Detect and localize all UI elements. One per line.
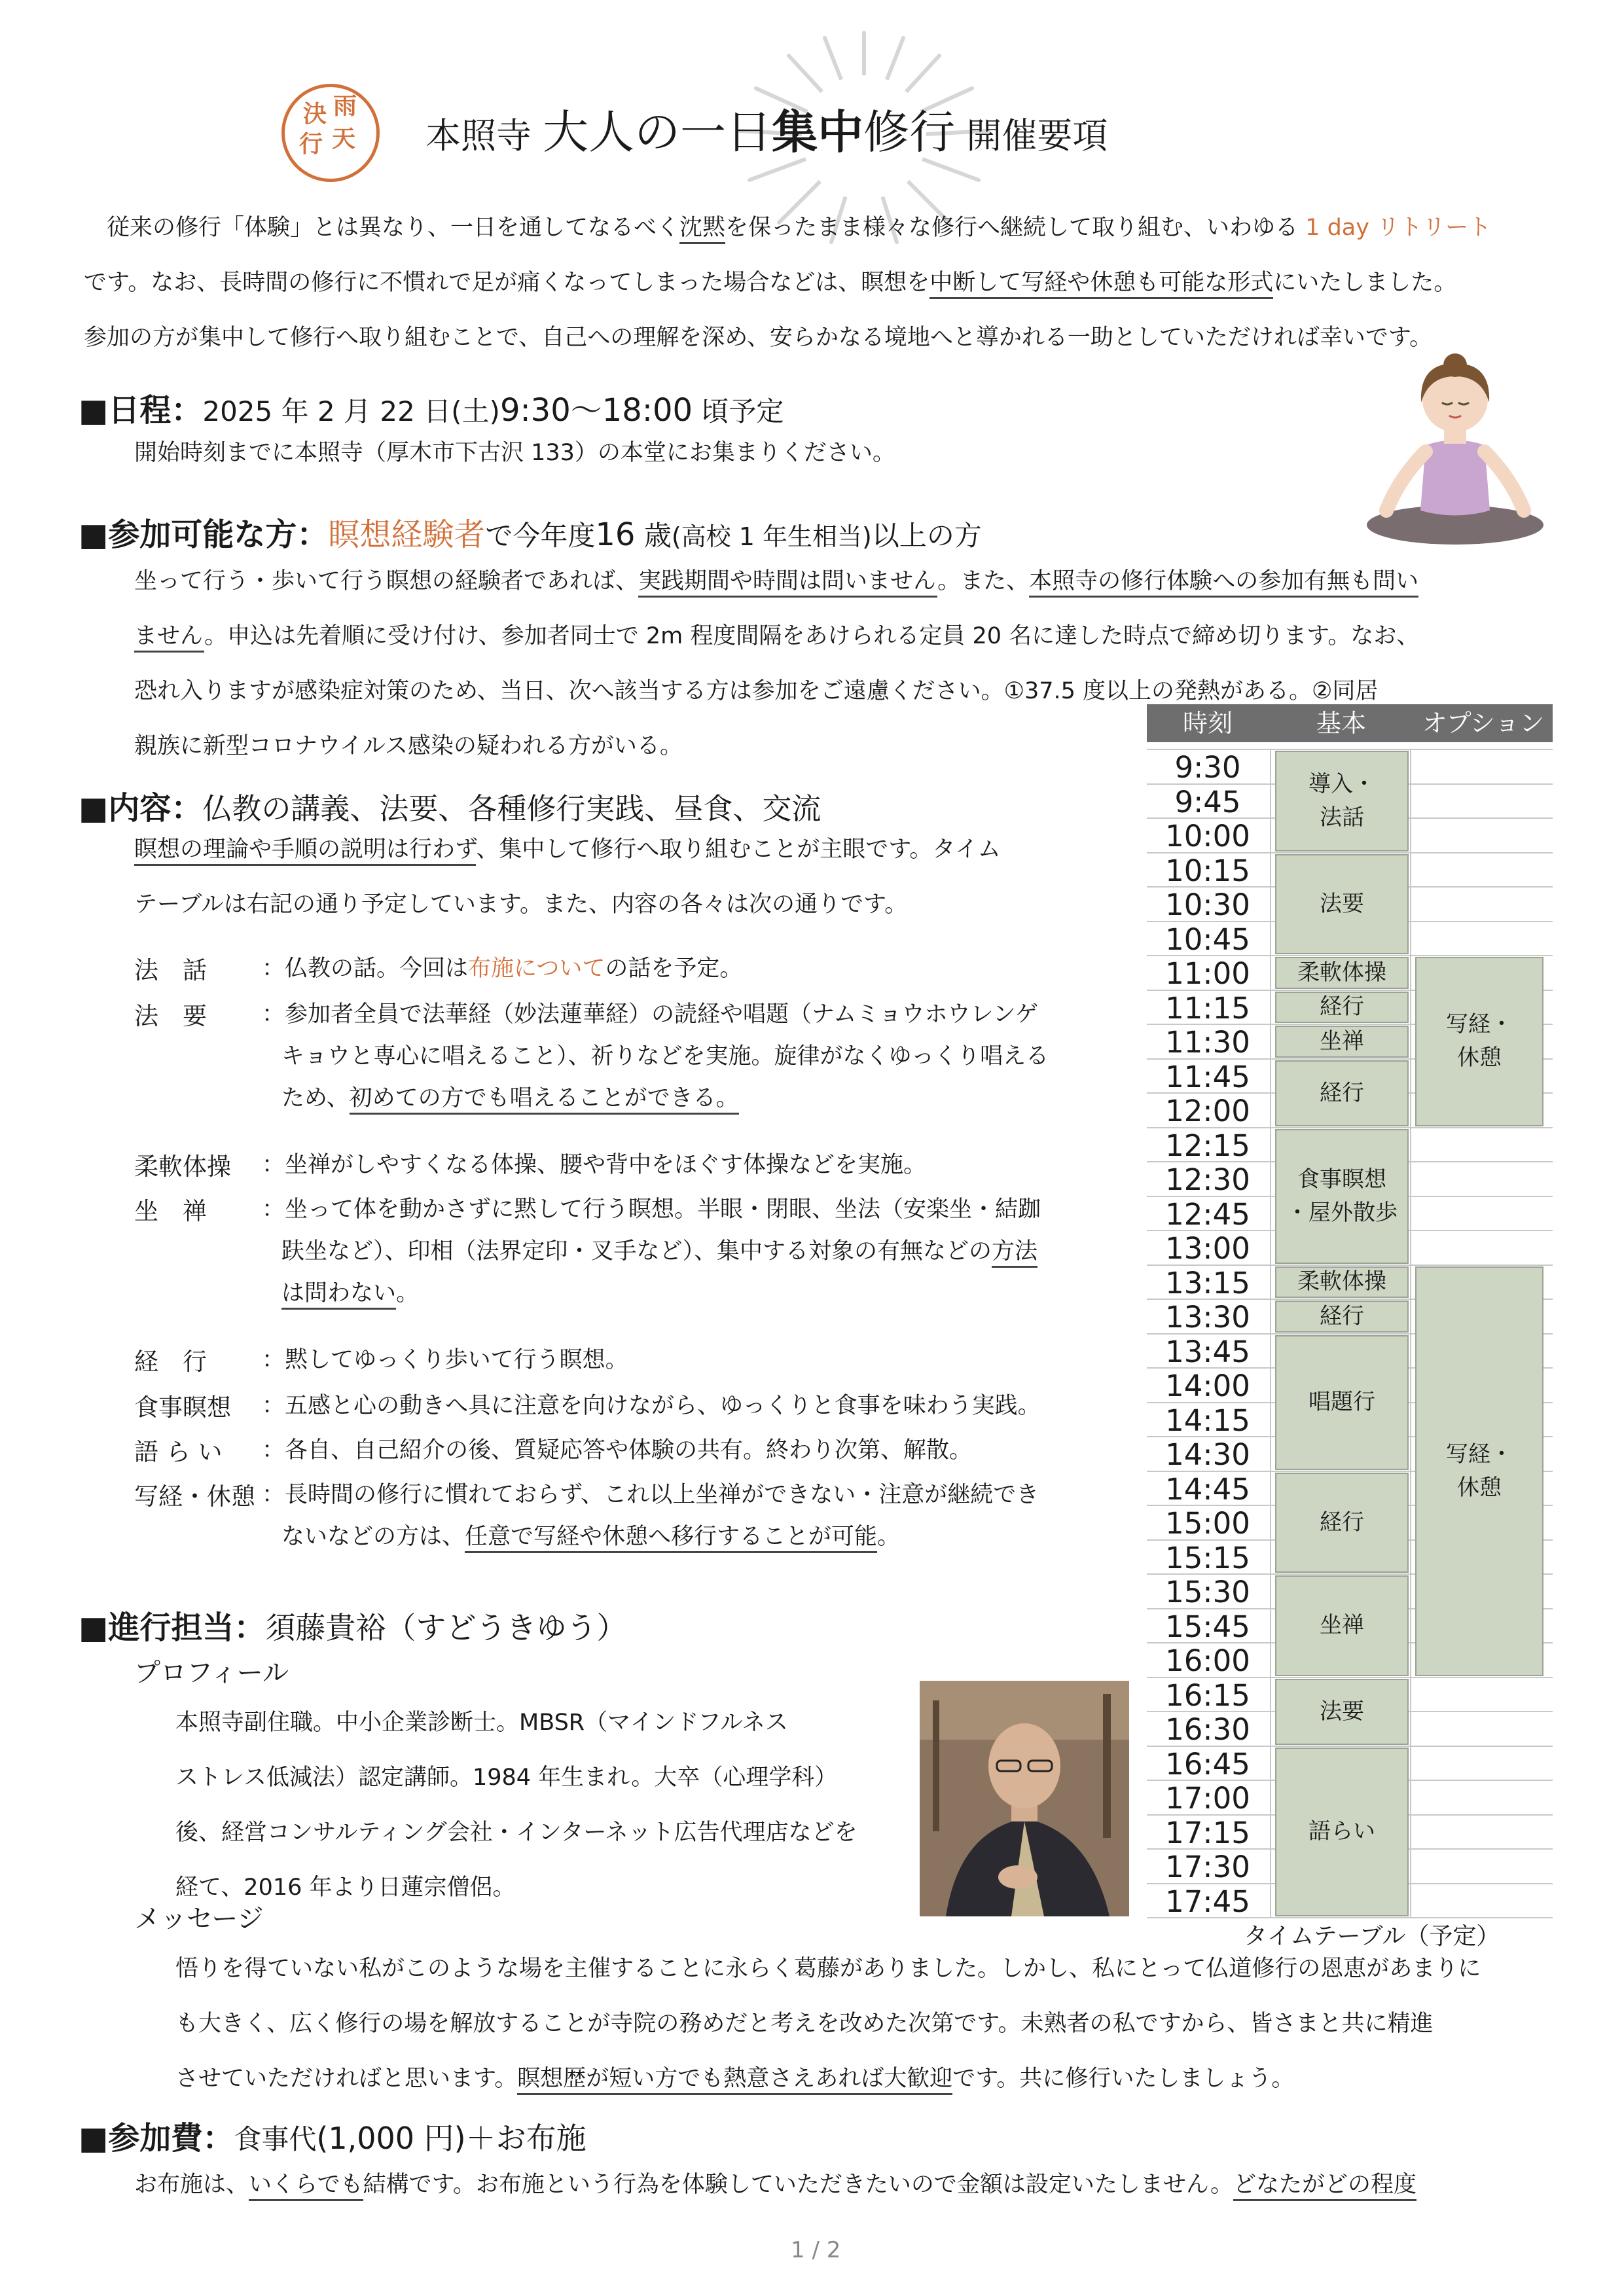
timetable-block-basic: 坐禅 [1275, 1575, 1409, 1676]
item-text-kinhin: ：黙してゆっくり歩いて行う瞑想。 [262, 1347, 628, 1373]
timetable-time: 11:00 [1165, 956, 1250, 991]
timetable-header-option: オプション [1422, 709, 1545, 738]
title-main-bold: 集中 [772, 105, 864, 159]
text: は問わない [281, 1280, 396, 1310]
timetable-time: 17:45 [1165, 1884, 1250, 1919]
timetable-header-basic: 基本 [1316, 709, 1366, 738]
timetable-time: 16:45 [1165, 1746, 1250, 1782]
timetable-time: 12:45 [1165, 1196, 1250, 1232]
leader-name: 須藤貴裕（すどうきゆう） [265, 1610, 627, 1645]
stamp-char: 行 [299, 131, 323, 158]
timetable-time: 17:00 [1165, 1781, 1250, 1816]
timetable-block-basic: 柔軟体操 [1275, 957, 1409, 989]
text: (高校 1 年生相当) [671, 522, 872, 551]
text: です。なお、長時間の修行に不慣れで足が痛くなってしまった場合などは、瞑想を [84, 270, 930, 296]
text: 恐れ入りますが感染症対策のため、当日、次へ該当する方は参加をご遠慮ください。①37.5 度以上の発熱がある。②同居 [134, 678, 1379, 704]
timetable-time: 15:30 [1165, 1575, 1250, 1609]
text: 結構です。お布施という行為を体験していただきたいので金額は設定いたしません。 [363, 2172, 1233, 2198]
leader-heading [79, 1602, 626, 1647]
stamp-char: 決 [303, 101, 327, 128]
timetable-time: 11:45 [1165, 1059, 1250, 1094]
text: です。共に修行いたしましょう。 [952, 2066, 1295, 2092]
text: どなたがどの程度 [1233, 2172, 1416, 2201]
timetable-time: 10:30 [1165, 888, 1250, 922]
text: 沈黙 [679, 215, 725, 244]
timetable-caption: タイムテーブル（予定） [1244, 1923, 1500, 1950]
text: 仏教の講義、法要、各種修行実践、昼食、交流 [202, 791, 821, 826]
text: 趺坐など）、印相（法界定印・叉手など）、集中する対象の有無などの [281, 1238, 992, 1265]
text: 悟りを得ていない私がこのような場を主催することに永らく葛藤がありました。しかし、私にとって仏道修行の恩恵があまりに [175, 1956, 1481, 1982]
timetable-time: 13:15 [1165, 1265, 1250, 1300]
fee-amount: (1,000 円)＋お布施 [316, 2121, 586, 2156]
text: の話を予定。 [605, 956, 743, 982]
meditating-person-illustration [1360, 353, 1550, 550]
heading-label: ■参加可能な方： [79, 516, 329, 553]
timetable-block-basic: 経行 [1275, 1300, 1409, 1333]
timetable-time: 16:30 [1165, 1712, 1250, 1747]
text: を保ったまま様々な修行へ継続して取り組む、いわゆる [725, 215, 1299, 241]
heading-label: ■日程： [79, 392, 203, 429]
timetable-block-basic: 坐禅 [1275, 1026, 1409, 1058]
timetable-block-basic: 語らい [1275, 1748, 1409, 1917]
text: 本照寺副住職。中小企業診断士。MBSR（マインドフルネス [175, 1710, 788, 1736]
timetable-time: 16:00 [1165, 1643, 1250, 1678]
item-label-talk: 語 ら い [134, 1438, 223, 1466]
schedule-note: 頃予定 [693, 395, 784, 427]
text: 後、経営コンサルティング会社・インターネット広告代理店などを [175, 1820, 857, 1846]
text: も大きく、広く修行の場を解放することが寺院の務めだと考えを改めた次第です。未熟者の私ですから、皆さまと共に精進 [175, 2011, 1434, 2037]
text: 任意で写経や休憩へ移行することが可能 [465, 1524, 877, 1553]
timetable-block-basic: 経行 [1275, 1060, 1409, 1126]
intro-paragraph [84, 200, 1576, 365]
text: ないなどの方は、 [281, 1524, 465, 1550]
schedule-body: 開始時刻までに本照寺（厚木市下古沢 133）の本堂にお集まりください。 [134, 440, 895, 466]
text: 参加の方が集中して修行へ取り組むことで、自己への理解を深め、安らかなる境地へと導かれる一助としていただければ幸いです。 [84, 325, 1433, 351]
item-text-junan: ：坐禅がしやすくなる体操、腰や背中をほぐす体操などを実施。 [262, 1152, 927, 1178]
text: 以上の方 [871, 520, 982, 552]
item-text-hoyo [262, 994, 1119, 1119]
timetable-header [1147, 704, 1553, 742]
profile-label: プロフィール [134, 1658, 289, 1688]
text: 1 day リトリート [1298, 215, 1492, 241]
text: ：長時間の修行に慣れておらず、これ以上坐禅ができない・注意が継続でき [262, 1482, 1039, 1508]
timetable-time: 12:30 [1165, 1162, 1250, 1197]
item-text-meal: ：五感と心の動きへ具に注意を向けながら、ゆっくりと食事を味わう実践。 [262, 1393, 1041, 1419]
text: にいたしました。 [1273, 270, 1457, 296]
timetable-time: 13:30 [1165, 1300, 1250, 1335]
timetable-block-basic: 法要 [1275, 854, 1409, 955]
timetable-header-time: 時刻 [1182, 709, 1233, 738]
item-label-junan: 柔軟体操 [134, 1153, 231, 1181]
heading-label: ■内容： [79, 790, 203, 827]
text: 、集中して修行へ取り組むことが主眼です。タイム [476, 836, 1001, 863]
text: 瞑想の理論や手順の説明は行わず [134, 836, 476, 866]
text: ：参加者全員で法華経（妙法蓮華経）の読経や唱題（ナムミョウホウレンゲ [262, 1001, 1038, 1028]
title-temple: 本照寺 [425, 115, 543, 156]
text: ：仏教の話。今回は [262, 956, 469, 982]
text: 従来の修行「体験」とは異なり、一日を通してなるべく [84, 215, 680, 241]
item-label-meal: 食事瞑想 [134, 1393, 231, 1422]
leader-photo [920, 1681, 1129, 1916]
heading-label: ■進行担当： [79, 1609, 266, 1646]
item-label-howa: 法 話 [134, 956, 207, 984]
item-text-zazen [262, 1189, 1119, 1314]
stamp-char: 天 [332, 126, 356, 152]
timetable-time: 9:45 [1174, 784, 1241, 819]
timetable-time: 15:15 [1165, 1540, 1250, 1575]
timetable-time: 10:45 [1165, 922, 1250, 957]
timetable-block-basic: 経行 [1275, 1473, 1409, 1573]
content-heading [79, 783, 821, 828]
timetable-time: 11:15 [1165, 990, 1250, 1026]
timetable-time: 17:15 [1165, 1815, 1250, 1850]
timetable-divider [1410, 749, 1411, 1917]
timetable-divider [1270, 749, 1271, 1917]
text: 実践期間や時間は問いません [638, 568, 937, 598]
text: で今年度 [485, 520, 596, 552]
text: 経て、2016 年より日蓮宗僧侶。 [175, 1874, 516, 1901]
text: 食事代 [234, 2123, 317, 2155]
timetable-block-basic: 食事瞑想 ・屋外散歩 [1275, 1129, 1409, 1264]
schedule-heading [79, 385, 784, 430]
message-label: メッセージ [134, 1904, 264, 1934]
rain-or-shine-stamp [281, 84, 380, 182]
profile-text [175, 1695, 909, 1915]
timetable-time: 10:00 [1165, 819, 1250, 853]
schedule-day: (土) [451, 395, 500, 427]
eligibility-highlight: 瞑想経験者 [328, 516, 486, 553]
title-suffix: 開催要項 [955, 115, 1108, 156]
message-text [175, 1941, 1583, 2106]
timetable-time: 12:00 [1165, 1094, 1250, 1128]
timetable-time: 13:45 [1165, 1334, 1250, 1369]
timetable-block-option: 写経・ 休憩 [1415, 1266, 1543, 1676]
fee-body [134, 2157, 1416, 2212]
text: 中断して写経や休憩も可能な形式 [929, 270, 1273, 299]
timetable-block-option: 写経・ 休憩 [1415, 957, 1543, 1126]
title-main: 大人の一日 [543, 105, 772, 159]
item-label-kinhin: 経 行 [134, 1348, 207, 1376]
text: 初めての方でも唱えることができる。 [350, 1085, 739, 1115]
timetable-time: 9:30 [1174, 750, 1241, 785]
content-intro [134, 822, 1123, 932]
eligibility-heading [79, 509, 982, 554]
timetable-time: 16:15 [1165, 1677, 1250, 1713]
item-label-shakyo: 写経・休憩 [134, 1482, 255, 1511]
timetable-time: 10:15 [1165, 853, 1250, 888]
page-number: 1 / 2 [791, 2237, 841, 2263]
text: ストレス低減法）認定講師。1984 年生まれ。大卒（心理学科） [175, 1765, 838, 1791]
timetable-time: 14:45 [1165, 1471, 1250, 1507]
text: 歳 [635, 520, 672, 552]
timetable-time: 14:15 [1165, 1403, 1250, 1438]
text: 瞑想歴が短い方でも熱意さえあれば大歓迎 [517, 2066, 952, 2095]
text: 。 [877, 1524, 901, 1550]
text: ：坐って体を動かさずに黙して行う瞑想。半眼・閉眼、坐法（安楽坐・結跏 [262, 1196, 1041, 1223]
item-text-talk: ：各自、自己紹介の後、質疑応答や体験の共有。終わり次第、解散。 [262, 1437, 973, 1463]
timetable-block-basic: 柔軟体操 [1275, 1266, 1409, 1299]
text: ため、 [281, 1085, 350, 1111]
timetable-block-basic: 法要 [1275, 1679, 1409, 1745]
eligibility-age: 16 [595, 516, 636, 553]
timetable-time: 13:00 [1165, 1231, 1250, 1266]
text: 坐って行う・歩いて行う瞑想の経験者であれば、 [134, 568, 639, 594]
item-label-hoyo: 法 要 [134, 1002, 207, 1030]
timetable-time: 17:30 [1165, 1850, 1250, 1884]
text: 布施について [468, 956, 605, 982]
text: いくらでも [249, 2172, 363, 2201]
timetable-time: 15:45 [1165, 1609, 1250, 1644]
schedule-date: 2025 年 2 月 22 日 [202, 395, 452, 427]
stamp-char: 雨 [333, 93, 357, 120]
heading-label: ■参加費： [79, 2120, 234, 2157]
schedule-time: 9:30～18:00 [499, 392, 693, 429]
timetable-time: 12:15 [1165, 1128, 1250, 1163]
text: ません [134, 623, 204, 653]
timetable-time: 15:00 [1165, 1506, 1250, 1541]
text: 方法 [992, 1238, 1038, 1268]
timetable-time: 11:30 [1165, 1025, 1250, 1060]
timetable-time: 14:30 [1165, 1437, 1250, 1472]
text: テーブルは右記の通り予定しています。また、内容の各々は次の通りです。 [134, 891, 908, 918]
text: 親族に新型コロナウイルス感染の疑われる方がいる。 [134, 733, 683, 759]
item-label-zazen: 坐 禅 [134, 1197, 207, 1225]
item-text-shakyo [262, 1474, 1119, 1558]
timetable-block-basic: 導入・ 法話 [1275, 751, 1409, 852]
page-title [425, 105, 1108, 160]
text: 本照寺の修行体験への参加有無も問い [1029, 568, 1418, 598]
fee-heading [79, 2113, 586, 2158]
timetable-block-basic: 経行 [1275, 992, 1409, 1024]
text: キョウと専心に唱えること）、祈りなどを実施。旋律がなくゆっくり唱える [281, 1043, 1049, 1069]
text: お布施は、 [134, 2172, 249, 2198]
item-text-howa [262, 948, 1119, 990]
text: させていただければと思います。 [175, 2066, 518, 2092]
text: 。 [396, 1280, 420, 1306]
title-main: 修行 [863, 105, 956, 159]
timetable-block-basic: 唱題行 [1275, 1335, 1409, 1470]
timetable-time: 14:00 [1165, 1369, 1250, 1403]
text: 。申込は先着順に受け付け、参加者同士で 2m 程度間隔をあけられる定員 20 名に達した時点で締め切ります。なお、 [204, 623, 1420, 649]
text: 。また、 [937, 568, 1030, 594]
